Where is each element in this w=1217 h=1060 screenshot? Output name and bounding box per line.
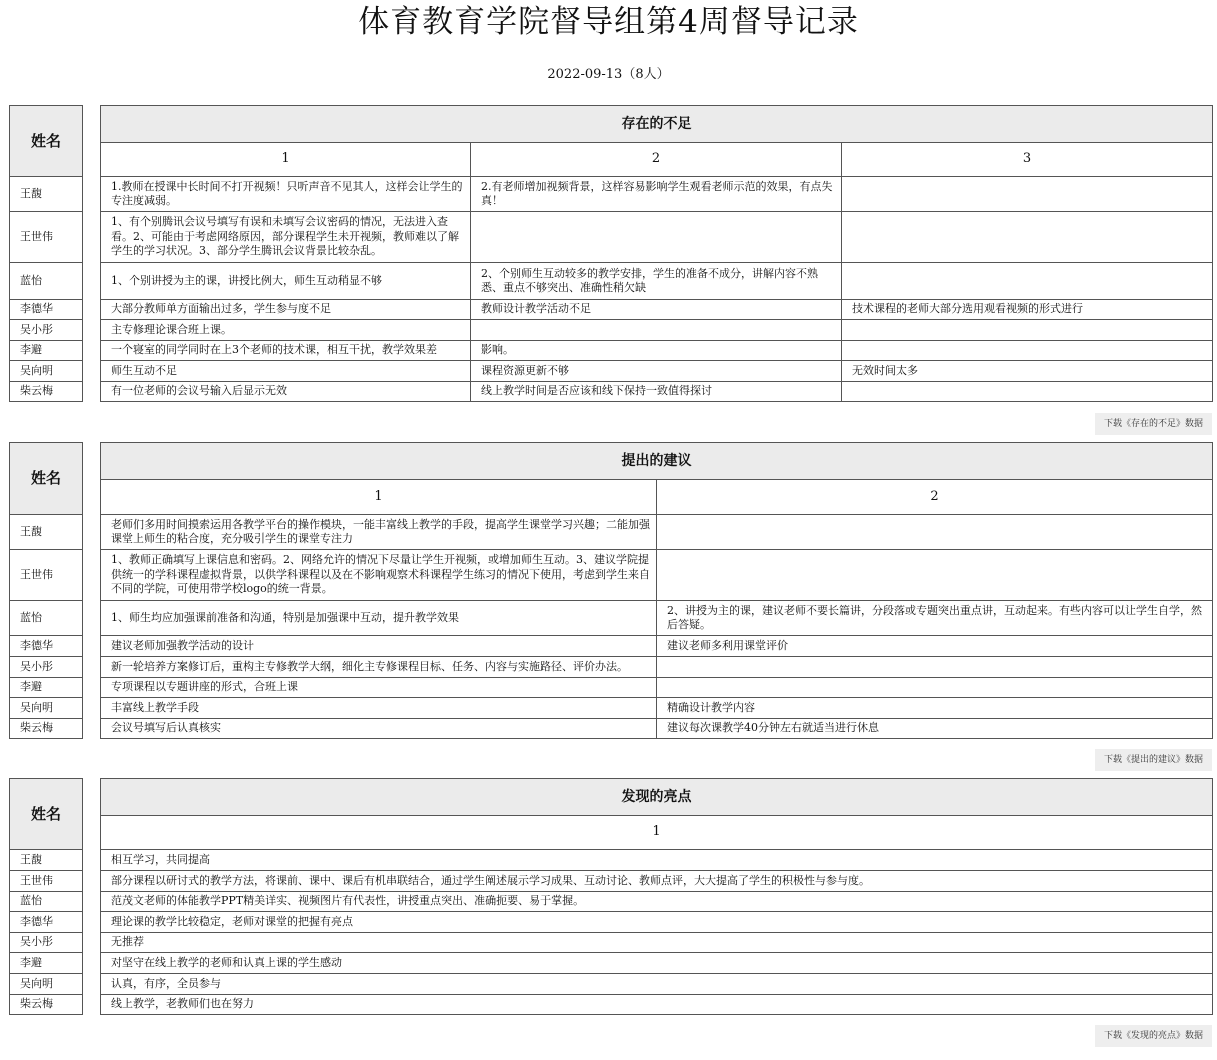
name-cell: 吴向明: [10, 361, 83, 382]
name-cell: 李德华: [10, 300, 83, 320]
table-row: [101, 212, 1213, 263]
record-cell: 理论课的教学比较稳定，老师对课堂的把握有亮点: [101, 912, 1213, 933]
table-row: [101, 719, 1213, 739]
section-heading: 存在的不足: [101, 106, 1213, 143]
record-cell: 精确设计教学内容: [657, 698, 1213, 719]
record-cell: [471, 212, 842, 263]
download-button-1[interactable]: 下载《存在的不足》数据: [1095, 413, 1212, 435]
names-table: [9, 442, 83, 739]
record-cell: 无效时间太多: [842, 361, 1213, 382]
record-cell: [657, 550, 1213, 601]
name-cell: 李德华: [10, 912, 83, 933]
name-cell: 王馥: [10, 177, 83, 212]
name-row: [10, 995, 83, 1015]
name-header: 姓名: [10, 779, 83, 850]
name-row: [10, 300, 83, 320]
table-row: [101, 974, 1213, 995]
record-cell: 影响。: [471, 341, 842, 361]
table-row: [101, 657, 1213, 678]
record-cell: 师生互动不足: [101, 361, 471, 382]
record-cell: [842, 212, 1213, 263]
record-cell: 1.教师在授课中长时间不打开视频！只听声音不见其人，这样会让学生的专注度减弱。: [101, 177, 471, 212]
record-cell: 有一位老师的会议号输入后显示无效: [101, 382, 471, 402]
name-row: [10, 678, 83, 698]
name-row: [10, 263, 83, 300]
record-cell: 一个寝室的同学同时在上3个老师的技术课，相互干扰，教学效果差: [101, 341, 471, 361]
record-cell: 无推荐: [101, 933, 1213, 953]
record-cell: 教师设计教学活动不足: [471, 300, 842, 320]
record-cell: 2.有老师增加视频背景，这样容易影响学生观看老师示范的效果，有点失真！: [471, 177, 842, 212]
download-button-3[interactable]: 下载《发现的亮点》数据: [1095, 1025, 1212, 1047]
name-row: [10, 636, 83, 657]
name-row: [10, 515, 83, 550]
table-row: [101, 515, 1213, 550]
table-row: [101, 871, 1213, 892]
table-row: [101, 636, 1213, 657]
record-cell: 主专修理论课合班上课。: [101, 320, 471, 341]
name-cell: 吴小彤: [10, 933, 83, 953]
name-cell: 王世伟: [10, 871, 83, 892]
record-cell: [657, 657, 1213, 678]
name-cell: 吴向明: [10, 698, 83, 719]
record-cell: 建议老师加强教学活动的设计: [101, 636, 657, 657]
record-cell: 老师们多用时间摸索运用各教学平台的操作模块，一能丰富线上教学的手段，提高学生课堂学习兴趣；二能加强课堂上师生的粘合度，充分吸引学生的课堂专注力: [101, 515, 657, 550]
table-row: [101, 953, 1213, 974]
record-cell: 建议老师多利用课堂评价: [657, 636, 1213, 657]
name-row: [10, 212, 83, 263]
table-row: [101, 382, 1213, 402]
record-cell: 丰富线上教学手段: [101, 698, 657, 719]
table-row: [101, 320, 1213, 341]
table-row: [101, 933, 1213, 953]
table-row: [101, 912, 1213, 933]
record-cell: 线上教学，老教师们也在努力: [101, 995, 1213, 1015]
column-header: 1: [101, 143, 471, 177]
name-cell: 蓝怡: [10, 601, 83, 636]
record-cell: [842, 341, 1213, 361]
record-cell: 课程资源更新不够: [471, 361, 842, 382]
record-cell: 认真，有序，全员参与: [101, 974, 1213, 995]
name-cell: 吴小彤: [10, 320, 83, 341]
name-cell: 王馥: [10, 850, 83, 871]
name-cell: 李避: [10, 953, 83, 974]
name-cell: 蓝怡: [10, 892, 83, 912]
record-cell: 专项课程以专题讲座的形式，合班上课: [101, 678, 657, 698]
name-row: [10, 871, 83, 892]
column-header: 1: [101, 480, 657, 515]
name-row: [10, 912, 83, 933]
name-row: [10, 933, 83, 953]
download-button-2[interactable]: 下载《提出的建议》数据: [1095, 749, 1212, 771]
name-cell: 柴云梅: [10, 719, 83, 739]
name-row: [10, 341, 83, 361]
table-row: [101, 698, 1213, 719]
record-cell: [657, 515, 1213, 550]
record-cell: 新一轮培养方案修订后，重构主专修教学大纲，细化主专修课程目标、任务、内容与实施路径、评价办法。: [101, 657, 657, 678]
record-cell: [842, 382, 1213, 402]
record-cell: [471, 320, 842, 341]
name-row: [10, 550, 83, 601]
table-row: [101, 550, 1213, 601]
record-cell: 会议号填写后认真核实: [101, 719, 657, 739]
table-row: [101, 177, 1213, 212]
name-cell: 李避: [10, 341, 83, 361]
record-cell: 1、个别讲授为主的课，讲授比例大，师生互动稍显不够: [101, 263, 471, 300]
name-cell: 李避: [10, 678, 83, 698]
column-header: 2: [657, 480, 1213, 515]
column-header: 2: [471, 143, 842, 177]
name-row: [10, 320, 83, 341]
record-cell: 建议每次课教学40分钟左右就适当进行休息: [657, 719, 1213, 739]
table-row: [101, 601, 1213, 636]
table-row: [101, 263, 1213, 300]
name-cell: 王世伟: [10, 550, 83, 601]
name-cell: 李德华: [10, 636, 83, 657]
record-cell: 1、教师正确填写上课信息和密码。2、网络允许的情况下尽量让学生开视频，或增加师生互动。3、建议学院提供统一的学科课程虚拟背景，以供学科课程以及在不影响观察术科课程学生练习的情况下使用，考虑到学生来自不同的学院，可使用带学校logo的统一背景。: [101, 550, 657, 601]
table-row: [101, 995, 1213, 1015]
name-row: [10, 382, 83, 402]
records-table: [100, 778, 1213, 1015]
record-cell: [657, 678, 1213, 698]
record-cell: 部分课程以研讨式的教学方法，将课前、课中、课后有机串联结合，通过学生阐述展示学习成果、互动讨论、教师点评，大大提高了学生的积极性与参与度。: [101, 871, 1213, 892]
table-row: [101, 341, 1213, 361]
name-row: [10, 657, 83, 678]
name-row: [10, 892, 83, 912]
section-heading: 发现的亮点: [101, 779, 1213, 816]
name-cell: 吴向明: [10, 974, 83, 995]
table-row: [101, 361, 1213, 382]
table-row: [101, 892, 1213, 912]
name-row: [10, 974, 83, 995]
record-cell: 范茂文老师的体能教学PPT精美详实、视频图片有代表性，讲授重点突出、准确扼要、易于掌握。: [101, 892, 1213, 912]
record-cell: 2、个别师生互动较多的教学安排，学生的准备不成分，讲解内容不熟悉、重点不够突出、准确性稍欠缺: [471, 263, 842, 300]
name-cell: 柴云梅: [10, 382, 83, 402]
name-row: [10, 177, 83, 212]
records-table: [100, 442, 1213, 739]
name-row: [10, 719, 83, 739]
section-heading: 提出的建议: [101, 443, 1213, 480]
record-cell: 1、有个别腾讯会议号填写有误和未填写会议密码的情况，无法进入查看。2、可能由于考虑网络原因，部分课程学生未开视频，教师难以了解学生的学习状况。3、部分学生腾讯会议背景比较杂乱。: [101, 212, 471, 263]
record-cell: 相互学习，共同提高: [101, 850, 1213, 871]
page-title: 体育教育学院督导组第4周督导记录: [358, 4, 859, 40]
records-table: [100, 105, 1213, 402]
record-cell: 1、师生均应加强课前准备和沟通，特别是加强课中互动，提升教学效果: [101, 601, 657, 636]
record-cell: 对坚守在线上教学的老师和认真上课的学生感动: [101, 953, 1213, 974]
name-header: 姓名: [10, 443, 83, 515]
name-row: [10, 850, 83, 871]
name-cell: 王馥: [10, 515, 83, 550]
name-cell: 柴云梅: [10, 995, 83, 1015]
names-table: [9, 778, 83, 1015]
table-row: [101, 300, 1213, 320]
record-cell: 线上教学时间是否应该和线下保持一致值得探讨: [471, 382, 842, 402]
record-cell: [842, 320, 1213, 341]
record-cell: [842, 263, 1213, 300]
name-row: [10, 698, 83, 719]
name-cell: 吴小彤: [10, 657, 83, 678]
name-row: [10, 601, 83, 636]
name-cell: 蓝怡: [10, 263, 83, 300]
names-table: [9, 105, 83, 402]
name-row: [10, 361, 83, 382]
record-cell: [842, 177, 1213, 212]
page-subtitle: 2022-09-13（8人）: [547, 67, 670, 82]
name-cell: 王世伟: [10, 212, 83, 263]
name-header: 姓名: [10, 106, 83, 177]
table-row: [101, 678, 1213, 698]
table-row: [101, 850, 1213, 871]
record-cell: 技术课程的老师大部分选用观看视频的形式进行: [842, 300, 1213, 320]
record-cell: 2、讲授为主的课，建议老师不要长篇讲，分段落或专题突出重点讲，互动起来。有些内容可以让学生自学，然后答疑。: [657, 601, 1213, 636]
column-header: 3: [842, 143, 1213, 177]
name-row: [10, 953, 83, 974]
column-header: 1: [101, 816, 1213, 850]
record-cell: 大部分教师单方面输出过多，学生参与度不足: [101, 300, 471, 320]
